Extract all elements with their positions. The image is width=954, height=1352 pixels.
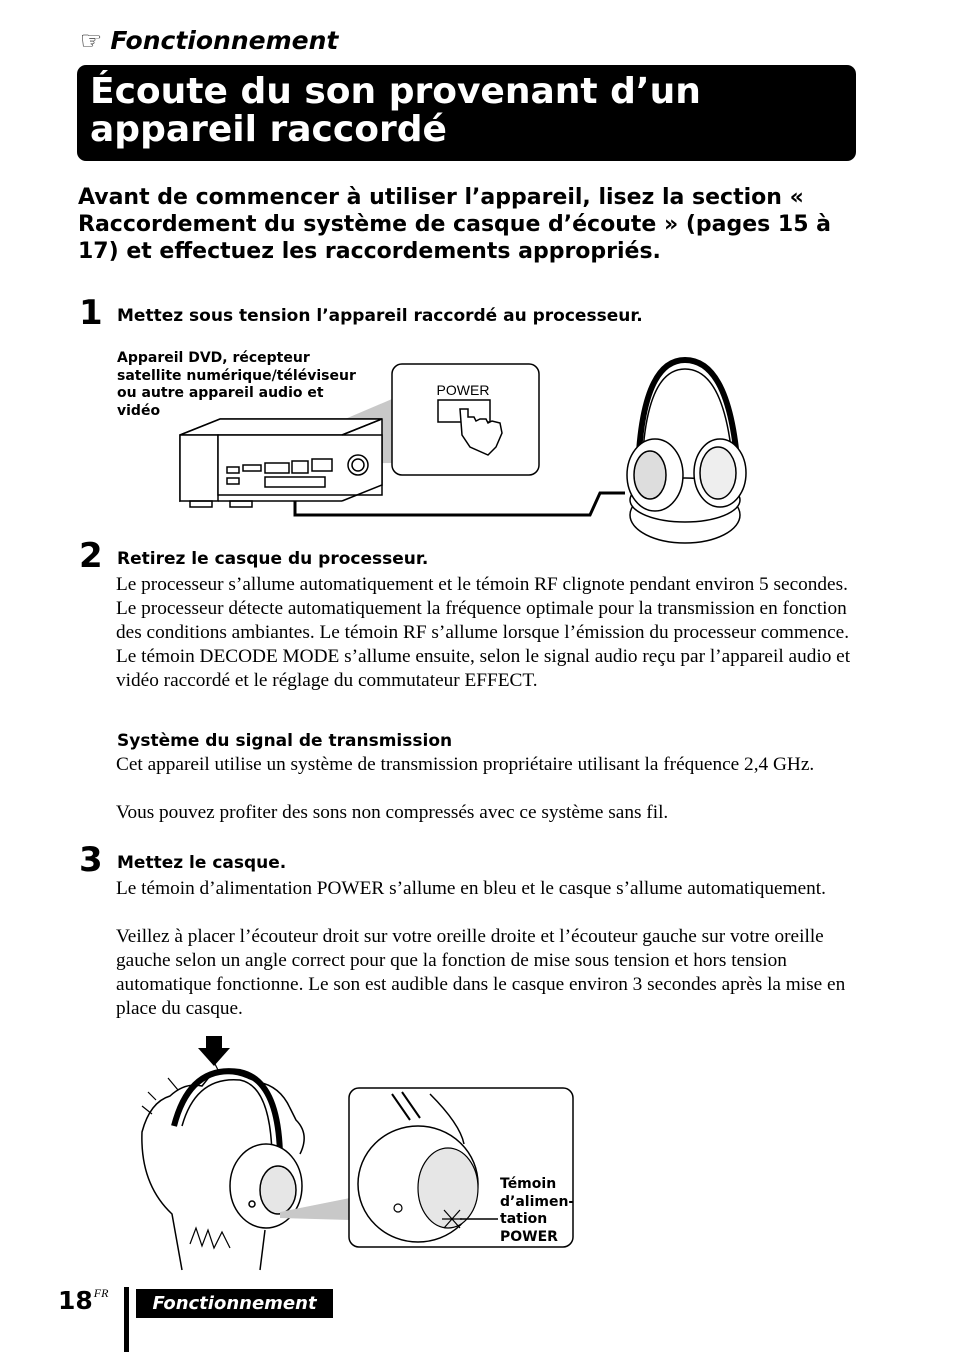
step-1-heading: Mettez sous tension l’appareil raccordé au processeur.: [117, 306, 643, 326]
power-indicator-callout-line: POWER: [500, 1228, 558, 1245]
step-3-body-2: Veillez à placer l’écouteur droit sur votre oreille droite et l’écouteur gauche sur votre oreille gauche selon un angle correct pour que la fonction de mise sous tension et hors tension automatique fonctionne. Le son est audible dans le casque environ 3 secondes après la mise en place du casque.: [116, 926, 846, 1019]
page-number-value: 18: [58, 1286, 93, 1315]
power-indicator-callout: [500, 1176, 574, 1246]
step-3-number: 3: [79, 840, 103, 880]
step-2-heading: Retirez le casque du processeur.: [117, 549, 429, 569]
power-zoom-box: [392, 364, 539, 475]
connection-cable: [295, 493, 625, 515]
down-arrow-icon: [198, 1036, 230, 1066]
step-2-body: Le processeur s’allume automatiquement et le témoin RF clignote pendant environ 5 secondes. Le processeur détecte automatiquement la fréquence optimale pour la transmission en fonction des conditions ambiantes. Le témoin RF s’allume lorsque l’émission du processeur commence. Le témoin DECODE MODE s’allume ensuite, selon le signal audio reçu par l’appareil audio et vidéo raccordé et le réglage du commutateur EFFECT.: [116, 574, 851, 691]
pointing-hand-icon: ☞: [80, 26, 103, 55]
page-title: Écoute du son provenant d’un appareil raccordé: [90, 71, 701, 150]
device-callout-line: ou autre appareil audio et: [117, 385, 324, 401]
device-callout-line: Appareil DVD, récepteur: [117, 350, 310, 366]
page-number: [58, 1286, 108, 1315]
intro-text: Avant de commencer à utiliser l’appareil, lisez la section « Raccordement du système de casque d’écoute » (pages 15 à 17) et effectuez les raccordements appropriés.: [78, 185, 832, 264]
section-label-text: Fonctionnement: [110, 26, 339, 55]
power-indicator-callout-line: tation: [500, 1211, 548, 1227]
transmission-body-1: Cet appareil utilise un système de transmission propriétaire utilisant la fréquence 2,4 GHz.: [116, 754, 815, 775]
step-2-number: 2: [79, 536, 103, 576]
step-3-heading: Mettez le casque.: [117, 853, 287, 873]
connection-illustration: [170, 355, 770, 550]
page-language-suffix: FR: [93, 1286, 109, 1300]
device-callout-line: satellite numérique/téléviseur: [117, 367, 356, 384]
av-receiver-icon: [180, 419, 382, 507]
step-1-number: 1: [79, 293, 103, 333]
title-banner: [77, 65, 856, 161]
footer-rule: [124, 1287, 129, 1352]
section-label: [80, 26, 338, 55]
step-3-body-1: Le témoin d’alimentation POWER s’allume en bleu et le casque s’allume automatiquement.: [116, 878, 826, 899]
power-indicator-callout-line: d’alimen-: [500, 1193, 575, 1210]
device-callout-line: vidéo: [117, 402, 161, 419]
transmission-body-2: Vous pouvez profiter des sons non compressés avec ce système sans fil.: [116, 802, 669, 823]
transmission-subheading: Système du signal de transmission: [117, 731, 453, 751]
headphone-icon: [174, 1071, 302, 1228]
headphone-on-processor-icon: [627, 360, 746, 543]
power-button-label: POWER: [436, 382, 490, 398]
footer-section-tab: Fonctionnement: [136, 1289, 333, 1318]
power-indicator-callout-line: Témoin: [500, 1176, 557, 1192]
